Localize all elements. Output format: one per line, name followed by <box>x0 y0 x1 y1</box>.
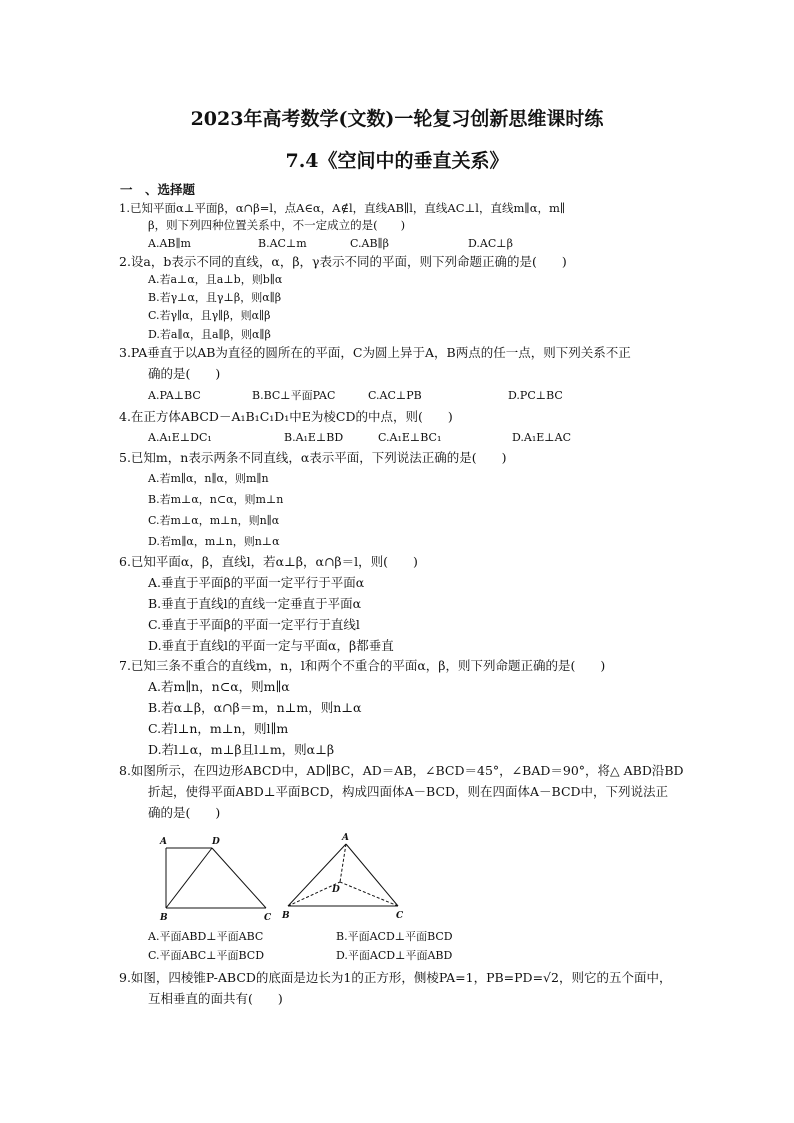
q4-option-b: B.A₁E⊥BD <box>284 431 344 444</box>
q8-option-a: A.平面ABD⊥平面ABC <box>148 930 264 943</box>
q2-option-a: A.若a⊥α，且a⊥b，则b∥α <box>148 273 283 286</box>
q5-option-a: A.若m∥α，n∥α，则m∥n <box>148 472 269 485</box>
q1-stem: 1.已知平面α⊥平面β，α∩β=l，点A∈α，A∉l，直线AB∥l，直线AC⊥l，直线m∥α，m∥ <box>119 201 566 215</box>
q9-stem: 9.如图，四棱锥P-ABCD的底面是边长为1的正方形，侧棱PA=1，PB=PD=√2，则它的五个面中， <box>119 970 672 985</box>
q5-option-b: B.若m⊥α，n⊂α，则m⊥n <box>148 493 284 506</box>
fig1-label-a: A <box>160 837 167 847</box>
q3-stem: 3.PA垂直于以AB为直径的圆所在的平面，C为圆上异于A，B两点的任一点，则下列关系不正 <box>119 345 631 360</box>
q1-stem-cont: β，则下列四种位置关系中，不一定成立的是( ) <box>148 218 406 232</box>
q7-option-c: C.若l⊥n，m⊥n，则l∥m <box>148 721 289 736</box>
document-title: 2023年高考数学(文数)一轮复习创新思维课时练 <box>190 108 604 130</box>
fig2-label-b: B <box>282 911 290 921</box>
q1-option-a: A.AB∥m <box>148 237 191 250</box>
q6-option-b: B.垂直于直线l的直线一定垂直于平面α <box>148 596 362 611</box>
q2-option-d: D.若a∥α，且a∥β，则α∥β <box>148 328 271 341</box>
q1-option-b: B.AC⊥m <box>258 237 307 250</box>
q4-stem: 4.在正方体ABCD－A₁B₁C₁D₁中E为棱CD的中点，则( ) <box>119 409 453 424</box>
q4-option-d: D.A₁E⊥AC <box>512 431 572 444</box>
q5-option-c: C.若m⊥α，m⊥n，则n∥α <box>148 514 280 527</box>
q4-option-c: C.A₁E⊥BC₁ <box>378 431 442 444</box>
fig2-label-a: A <box>342 833 349 843</box>
q3-option-c: C.AC⊥PB <box>368 389 422 402</box>
q8-figure <box>0 830 794 930</box>
q7-option-b: B.若α⊥β，α∩β＝m，n⊥m，则n⊥α <box>148 700 362 715</box>
q3-option-a: A.PA⊥BC <box>148 389 201 402</box>
q5-stem: 5.已知m，n表示两条不同直线，α表示平面，下列说法正确的是( ) <box>119 450 507 465</box>
document-subtitle: 7.4《空间中的垂直关系》 <box>285 150 509 172</box>
fig2-label-d: D <box>332 885 340 895</box>
q7-option-a: A.若m∥n，n⊂α，则m∥α <box>148 679 290 694</box>
q1-option-c: C.AB∥β <box>350 237 389 250</box>
figure-quadrilateral <box>166 848 266 908</box>
q6-option-d: D.垂直于直线l的平面一定与平面α，β都垂直 <box>148 638 394 653</box>
q8-option-c: C.平面ABC⊥平面BCD <box>148 949 265 962</box>
section-heading: 一 、选择题 <box>120 182 196 197</box>
q7-option-d: D.若l⊥α，m⊥β且l⊥m，则α⊥β <box>148 742 335 757</box>
q5-option-d: D.若m∥α，m⊥n，则n⊥α <box>148 535 280 548</box>
q4-option-a: A.A₁E⊥DC₁ <box>148 431 212 444</box>
q3-option-b: B.BC⊥平面PAC <box>252 389 336 402</box>
figure-tetrahedron <box>288 844 398 906</box>
fig1-label-c: C <box>264 913 272 923</box>
q8-option-d: D.平面ACD⊥平面ABD <box>336 949 453 962</box>
q6-option-a: A.垂直于平面β的平面一定平行于平面α <box>148 575 365 590</box>
q7-stem: 7.已知三条不重合的直线m，n，l和两个不重合的平面α，β，则下列命题正确的是( ) <box>119 658 606 673</box>
q8-stem-cont-2: 确的是( ) <box>148 805 221 820</box>
fig1-label-d: D <box>212 837 220 847</box>
q6-option-c: C.垂直于平面β的平面一定平行于直线l <box>148 617 360 632</box>
q2-stem: 2.设a，b表示不同的直线，α，β，γ表示不同的平面，则下列命题正确的是( ) <box>119 254 567 269</box>
fig1-label-b: B <box>160 913 168 923</box>
q2-option-c: C.若γ∥α，且γ∥β，则α∥β <box>148 309 271 322</box>
q9-stem-cont: 互相垂直的面共有( ) <box>148 991 283 1006</box>
q8-option-b: B.平面ACD⊥平面BCD <box>336 930 453 943</box>
q3-stem-cont: 确的是( ) <box>148 366 221 381</box>
q8-stem: 8.如图所示，在四边形ABCD中，AD∥BC，AD＝AB，∠BCD＝45°，∠BAD＝90°，将△ ABD沿BD <box>119 763 684 778</box>
fig2-label-c: C <box>396 911 404 921</box>
q3-option-d: D.PC⊥BC <box>508 389 563 402</box>
q2-option-b: B.若γ⊥α，且γ⊥β，则α∥β <box>148 291 282 304</box>
q1-option-d: D.AC⊥β <box>468 237 513 250</box>
q8-stem-cont: 折起，使得平面ABD⊥平面BCD，构成四面体A－BCD，则在四面体A－BCD中，下列说法正 <box>148 784 669 799</box>
q6-stem: 6.已知平面α，β，直线l，若α⊥β，α∩β＝l，则( ) <box>119 554 418 569</box>
